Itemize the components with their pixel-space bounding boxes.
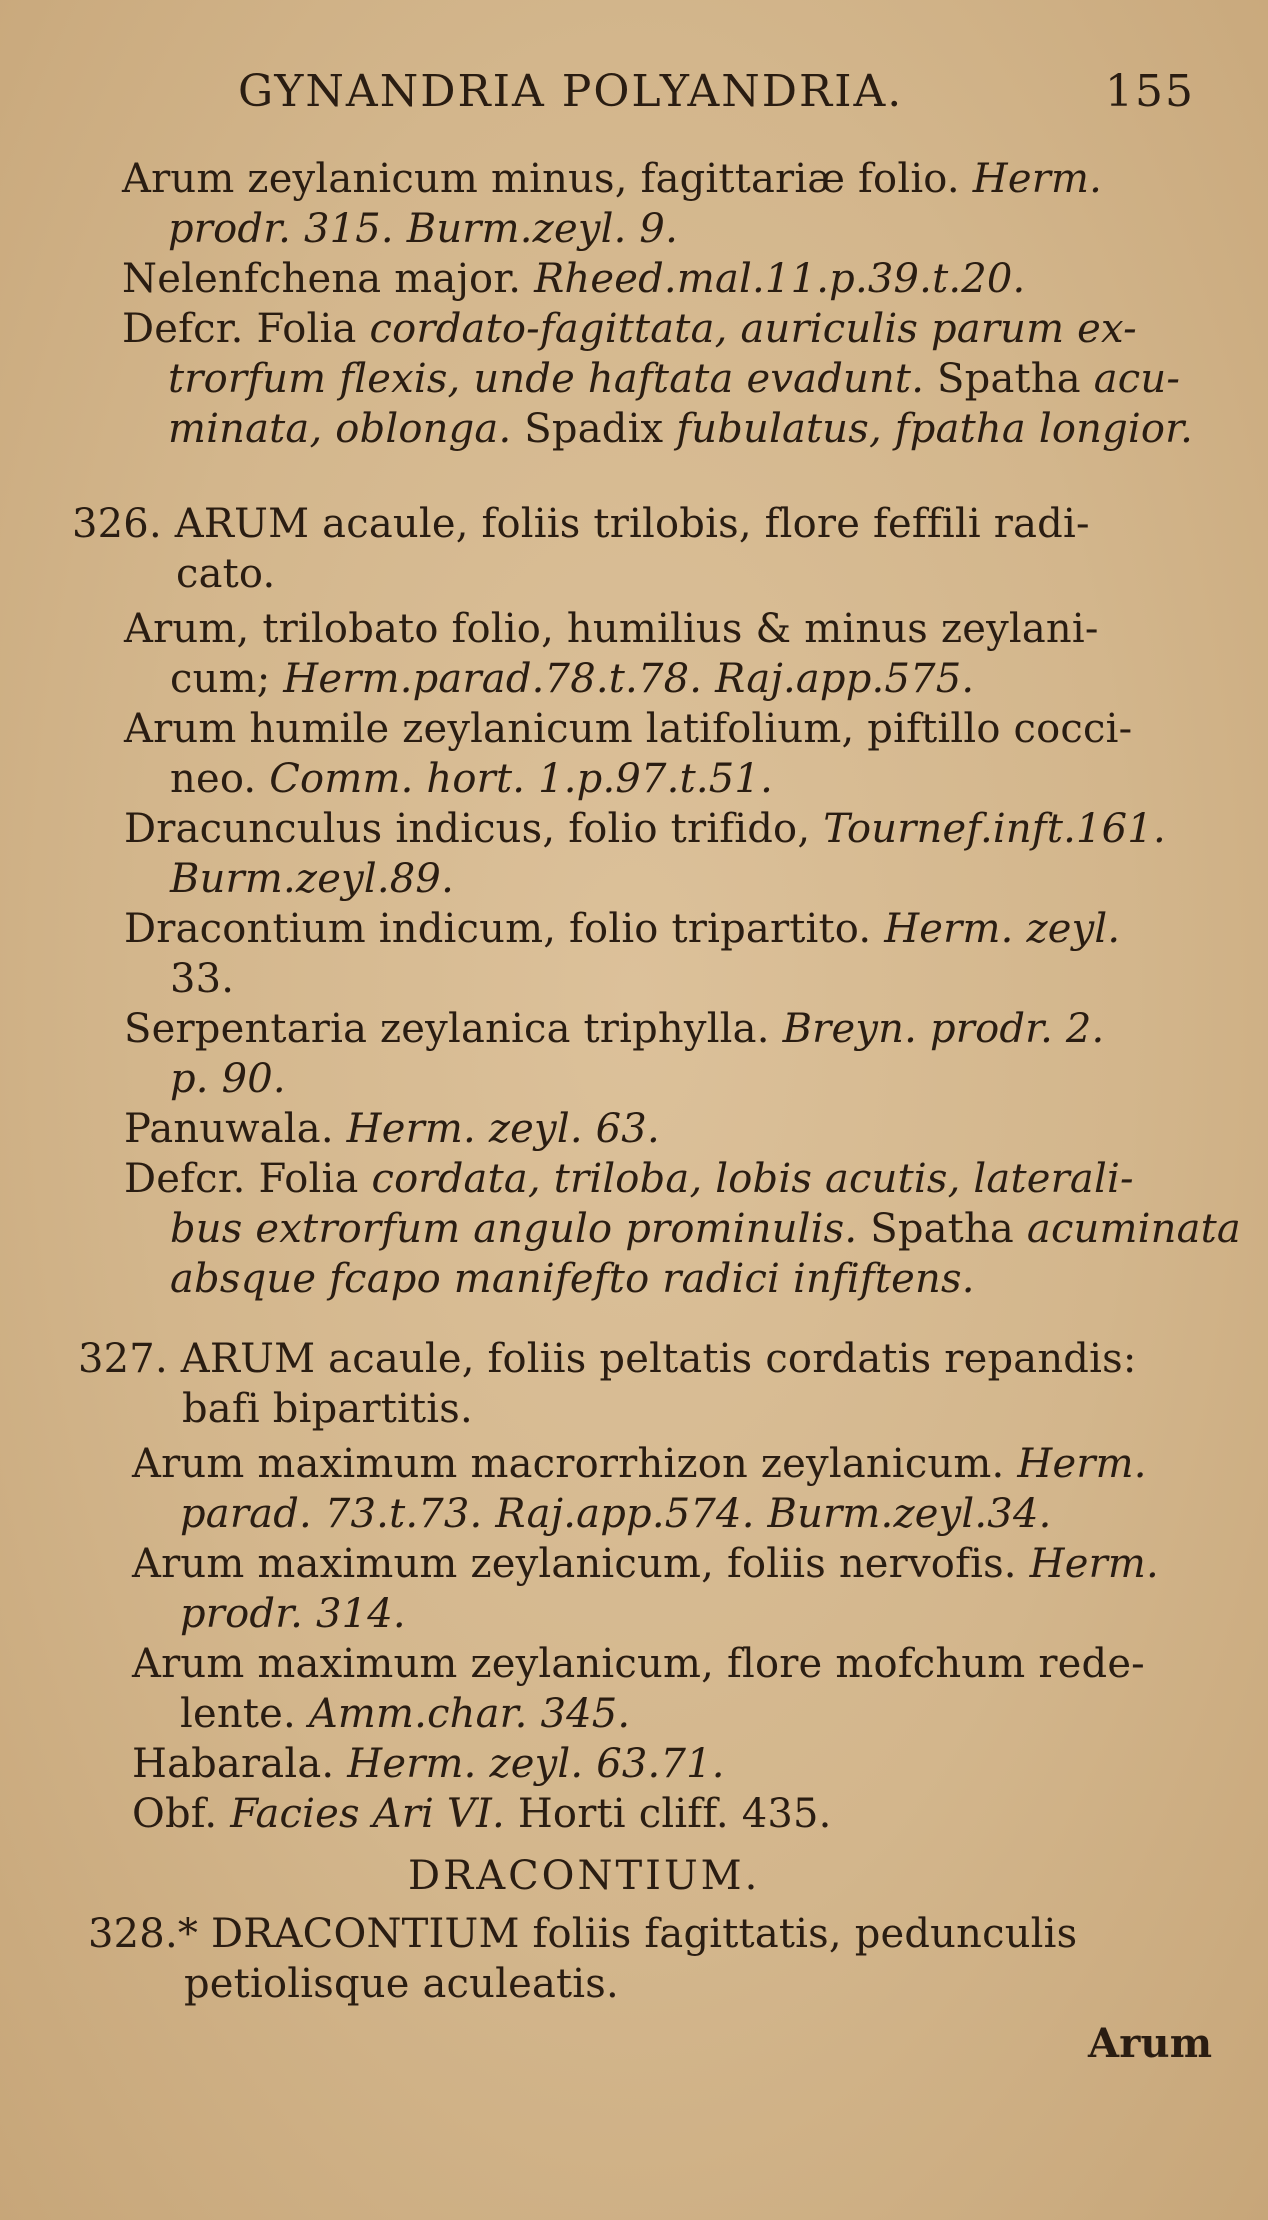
italic-span: acu-	[1093, 356, 1181, 402]
text-line	[122, 255, 1025, 303]
citation-span: Breyn. prodr. 2.	[782, 1006, 1105, 1052]
species-heading-cont: cato.	[176, 551, 276, 597]
synonym-line: Arum maximum zeylanicum, flore mofchum rede-	[132, 1641, 1145, 1687]
observation-line	[132, 1790, 832, 1838]
citation-line: prodr. 314.	[180, 1591, 406, 1637]
catchword: Arum	[1088, 2020, 1213, 2067]
italic-span: cordato-fagittata, auriculis parum ex-	[369, 306, 1137, 352]
text-span: Dracunculus indicus, folio trifido,	[124, 806, 824, 852]
citation-span: Herm.	[1029, 1541, 1159, 1587]
citation-span: Herm. zeyl.	[884, 906, 1121, 952]
synonym-line	[132, 1440, 1147, 1488]
citation-span: Herm. zeyl. 63.	[346, 1106, 660, 1152]
synonym-line	[124, 1105, 660, 1153]
species-heading: 328.* DRACONTIUM foliis fagittatis, pedunculis	[88, 1911, 1078, 1957]
italic-span: cordata, triloba, lobis acutis, laterali-	[371, 1156, 1134, 1202]
citation-span: Herm. zeyl. 63.71.	[347, 1741, 725, 1787]
text-span: Panuwala.	[124, 1106, 347, 1152]
synonym-line	[132, 1740, 725, 1788]
genus-heading: DRACONTIUM.	[408, 1853, 761, 1899]
citation-line: p. 90.	[170, 1056, 286, 1102]
description-line: absque fcapo manifefto radici infiftens.	[170, 1256, 975, 1302]
species-heading: 327. ARUM acaule, foliis peltatis cordatis repandis:	[78, 1336, 1137, 1382]
text-span: Arum maximum zeylanicum, foliis nervofis.	[132, 1541, 1030, 1587]
italic-span: Facies Ari VI.	[230, 1791, 505, 1837]
citation-span: Comm. hort. 1.p.97.t.51.	[269, 756, 773, 802]
italic-span: fubulatus, fpatha longior.	[676, 406, 1194, 452]
synonym-line	[124, 805, 1166, 853]
italic-span: acuminata	[1026, 1206, 1241, 1252]
description-line	[170, 1205, 1241, 1253]
text-span: lente.	[180, 1691, 309, 1737]
citation-span: Herm.	[1017, 1441, 1147, 1487]
text-span: Horti cliff. 435.	[504, 1791, 832, 1837]
citation-line: prodr. 315. Burm.zeyl. 9.	[168, 206, 678, 252]
description-line	[168, 355, 1180, 403]
text-span: Serpentaria zeylanica triphylla.	[124, 1006, 783, 1052]
text-span: Dracontium indicum, folio tripartito.	[124, 906, 885, 952]
text-span: neo.	[170, 756, 270, 802]
species-heading: 326. ARUM acaule, foliis trilobis, flore feffili radi-	[72, 501, 1090, 547]
synonym-line	[132, 1540, 1159, 1588]
synonym-line: Arum, trilobato folio, humilius & minus zeylani-	[124, 606, 1099, 652]
synonym-line	[180, 1690, 630, 1738]
running-title: GYNANDRIA POLYANDRIA.	[238, 66, 904, 117]
text-span: cum;	[170, 656, 284, 702]
citation-span: Amm.char. 345.	[308, 1691, 631, 1737]
page-number: 155	[1105, 66, 1195, 117]
citation-span: Rheed.mal.11.p.39.t.20.	[534, 256, 1026, 302]
italic-span: bus extrorfum angulo prominulis.	[170, 1206, 858, 1252]
citation-line: 33.	[170, 956, 235, 1002]
species-heading-cont: petiolisque aculeatis.	[184, 1961, 619, 2007]
text-span: Defcr. Folia	[124, 1156, 372, 1202]
text-span: Habarala.	[132, 1741, 348, 1787]
synonym-line	[170, 655, 974, 703]
text-line	[122, 155, 1102, 203]
text-span: Spatha	[857, 1206, 1027, 1252]
synonym-line	[124, 1005, 1104, 1053]
citation-line: Burm.zeyl.89.	[170, 856, 454, 902]
italic-span: trorfum flexis, unde haftata evadunt.	[168, 356, 925, 402]
text-span: Arum zeylanicum minus, fagittariæ folio.	[122, 156, 973, 202]
description-line	[124, 1155, 1134, 1203]
description-line	[168, 405, 1193, 453]
citation-line: parad. 73.t.73. Raj.app.574. Burm.zeyl.34.	[180, 1491, 1052, 1537]
species-heading-cont: bafi bipartitis.	[182, 1386, 473, 1432]
citation-span: Herm.parad.78.t.78. Raj.app.575.	[283, 656, 975, 702]
italic-span: minata, oblonga.	[168, 406, 512, 452]
text-span: Nelenfchena major.	[122, 256, 535, 302]
citation-span: Herm.	[972, 156, 1103, 202]
description-line	[122, 305, 1137, 353]
synonym-line	[170, 755, 773, 803]
text-span: Spatha	[924, 356, 1094, 402]
synonym-line: Arum humile zeylanicum latifolium, piftillo cocci-	[124, 706, 1133, 752]
synonym-line	[124, 905, 1120, 953]
text-span: Spadix	[511, 406, 677, 452]
text-span: Arum maximum macrorrhizon zeylanicum.	[132, 1441, 1018, 1487]
text-span: Defcr. Folia	[122, 306, 370, 352]
citation-span: Tournef.inft.161.	[823, 806, 1166, 852]
text-span: Obf.	[132, 1791, 231, 1837]
